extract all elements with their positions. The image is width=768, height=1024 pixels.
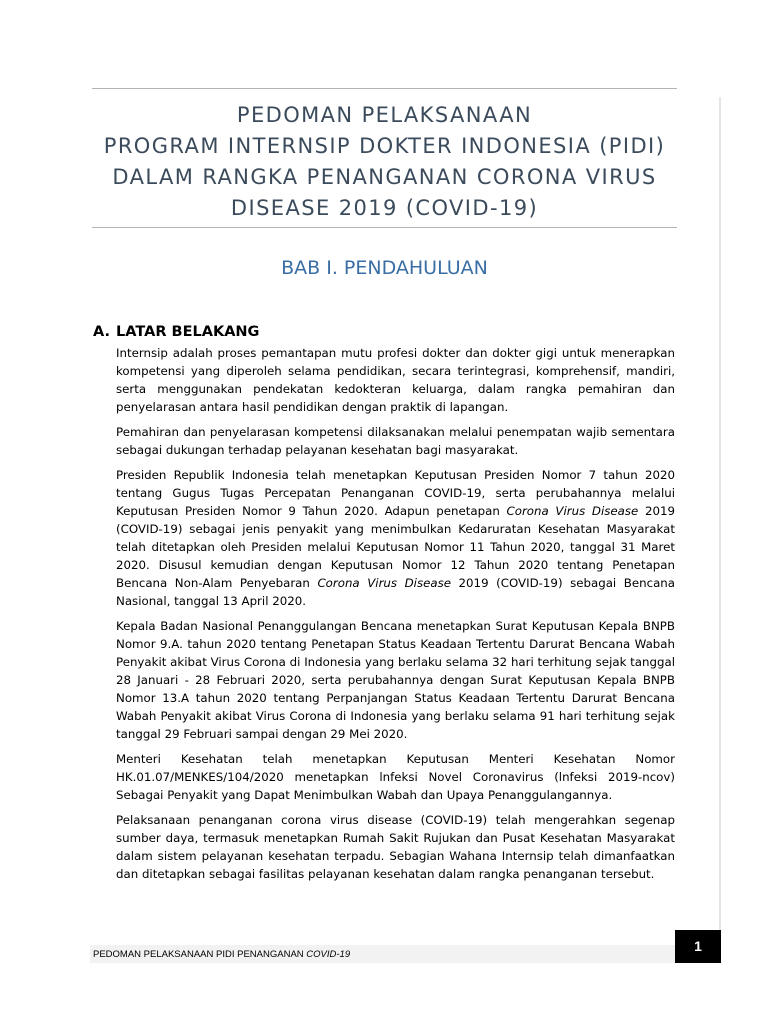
page-edge-shadow [719,97,721,942]
paragraph-2: Pemahiran dan penyelarasan kompetensi dilaksanakan melalui penempatan wajib sementara sebagai dukungan terhadap pelayanan kesehatan bagi masyarakat. [116,425,675,458]
page-number: 1 [675,930,721,963]
paragraph-5: Menteri Kesehatan telah menetapkan Keputusan Menteri Kesehatan Nomor HK.01.07/MENKES/104/2020 menetapkan lnfeksi Novel Coronavirus (lnfeksi 2019-ncov) Sebagai Penyakit yang Dapat Menimbulkan Wabah dan Upaya Penanggulangannya. [116,752,675,802]
title-line-1: PEDOMAN PELAKSANAAN [236,103,533,127]
paragraph-3-part-a: Presiden Republik Indonesia telah menetapkan Keputusan Presiden Nomor 7 tahun 2020 tentang Gugus Tugas Percepatan Penanganan COVID-19, serta perubahannya melalui Keputusan Presiden Nomor 9 Tahun 2020. Adapun penetapan [116,468,675,519]
header-bottom-rule [92,227,677,228]
title-line-4: DISEASE 2019 (COVID-19) [230,196,539,220]
paragraph-3 [116,467,675,610]
body-text [116,345,675,891]
paragraph-1: Internsip adalah proses pemantapan mutu profesi dokter dan dokter gigi untuk menerapkan kompetensi yang diperoleh selama pendidikan, secara terintegrasi, komprehensif, mandiri, serta menggunakan pendekatan kedokteran keluarga, dalam rangka pemahiran dan penyelarasan antara hasil pendidikan dengan praktik di lapangan. [116,346,675,414]
header-top-rule [92,88,677,89]
footer-label-italic: COVID-19 [306,949,351,960]
title-line-3: DALAM RANGKA PENANGANAN CORONA VIRUS [112,165,657,189]
section-letter: A. [93,324,110,340]
chapter-heading: BAB I. PENDAHULUAN [281,257,488,279]
footer-text [93,949,350,960]
section-heading [93,322,259,342]
paragraph-4: Kepala Badan Nasional Penanggulangan Bencana menetapkan Surat Keputusan Kepala BNPB Nomor 9.A. tahun 2020 tentang Penetapan Status Keadaan Tertentu Darurat Bencana Wabah Penyakit akibat Virus Corona di Indonesia yang berlaku selama 32 hari terhitung sejak tanggal 28 Januari - 28 Februari 2020, serta perubahannya dengan Surat Keputusan Kepala BNPB Nomor 13.A tahun 2020 tentang Perpanjangan Status Keadaan Tertentu Darurat Bencana Wabah Penyakit akibat Virus Corona di Indonesia yang berlaku selama 91 hari terhitung sejak tanggal 29 Februari sampai dengan 29 Mei 2020. [116,619,675,741]
footer-label: PEDOMAN PELAKSANAAN PIDI PENANGANAN [93,949,307,960]
paragraph-3-italic-a: Corona Virus Disease [506,504,639,519]
section-title: LATAR BELAKANG [116,324,260,340]
title-line-2: PROGRAM INTERNSIP DOKTER INDONESIA (PIDI) [103,134,666,158]
paragraph-6: Pelaksanaan penanganan corona virus disease (COVID-19) telah mengerahkan segenap sumber daya, termasuk menetapkan Rumah Sakit Rujukan dan Pusat Kesehatan Masyarakat dalam sistem pelayanan kesehatan terpadu. Sebagian Wahana Internsip telah dimanfaatkan dan ditetapkan sebagai fasilitas pelayanan kesehatan dalam rangka penanganan tersebut. [116,813,675,881]
paragraph-3-italic-b: Corona Virus Disease [317,575,451,590]
paragraph-3-part-e: 2019 (COVID-19) sebagai Bencana Nasional, tanggal 13 April 2020. [116,575,676,608]
document-title [92,100,677,224]
paragraph-3-part-c: 2019 (COVID-19) sebagai jenis penyakit yang menimbulkan Kedaruratan Kesehatan Masyarakat telah ditetapkan oleh Presiden melalui Keputusan Nomor 11 Tahun 2020, tanggal 31 Maret 2020. Disusul kemudian dengan Keputusan Nomor 12 Tahun 2020 tentang Penetapan Bencana Non-Alam Penyebaran [116,504,675,590]
